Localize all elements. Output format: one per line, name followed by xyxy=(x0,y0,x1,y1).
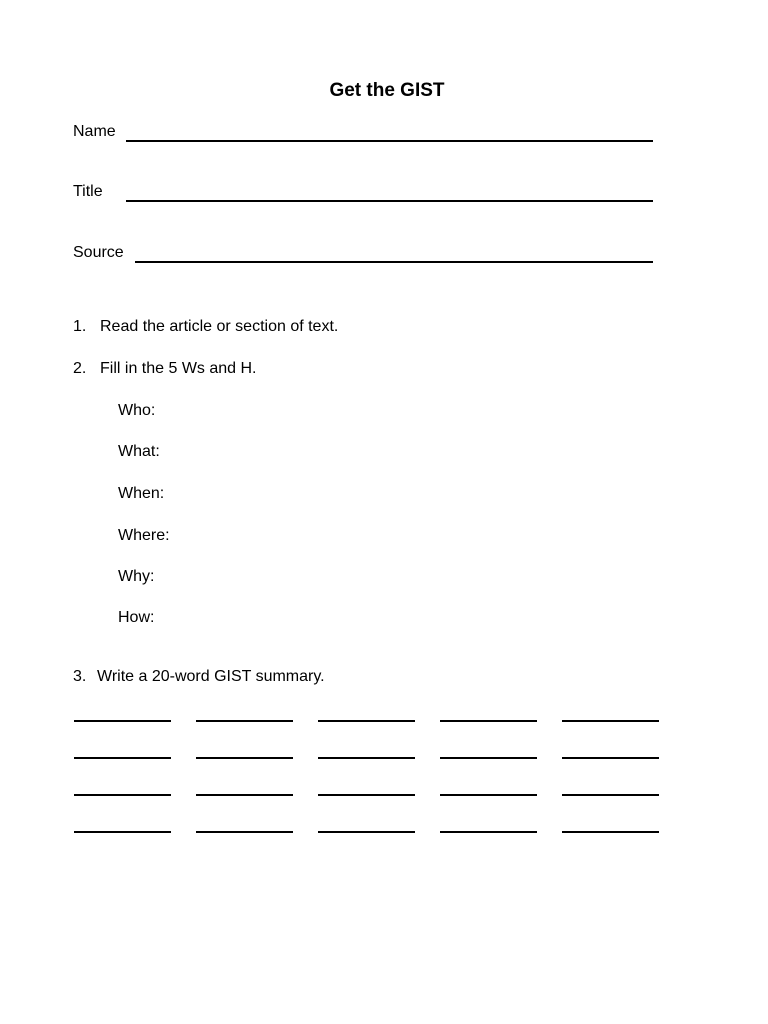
summary-word-blank[interactable] xyxy=(562,794,659,796)
summary-word-blank[interactable] xyxy=(318,831,415,833)
step-1-text: Read the article or section of text. xyxy=(100,318,339,335)
step-2 xyxy=(73,359,257,379)
source-field[interactable] xyxy=(135,261,653,263)
title-field-row xyxy=(73,182,653,204)
step-1 xyxy=(73,317,338,337)
question-what: What: xyxy=(118,443,160,460)
summary-word-blank[interactable] xyxy=(562,831,659,833)
question-how: How: xyxy=(118,609,155,626)
summary-word-blank[interactable] xyxy=(440,720,537,722)
summary-word-blank[interactable] xyxy=(74,757,171,759)
summary-word-blank[interactable] xyxy=(440,831,537,833)
summary-word-blank[interactable] xyxy=(440,794,537,796)
step-2-number: 2. xyxy=(73,360,87,377)
step-2-text: Fill in the 5 Ws and H. xyxy=(100,360,257,377)
question-why: Why: xyxy=(118,568,155,585)
summary-word-blank[interactable] xyxy=(196,720,293,722)
title-field[interactable] xyxy=(126,200,653,202)
summary-word-blank[interactable] xyxy=(196,757,293,759)
question-when: When: xyxy=(118,485,165,502)
source-label: Source xyxy=(73,244,124,261)
summary-word-blank[interactable] xyxy=(196,831,293,833)
summary-word-blank[interactable] xyxy=(318,720,415,722)
summary-word-blank[interactable] xyxy=(562,720,659,722)
summary-word-blank[interactable] xyxy=(74,794,171,796)
step-3-text: Write a 20-word GIST summary. xyxy=(97,668,325,685)
summary-word-blank[interactable] xyxy=(318,757,415,759)
question-where: Where: xyxy=(118,527,170,544)
summary-word-blank[interactable] xyxy=(74,720,171,722)
summary-word-blank[interactable] xyxy=(318,794,415,796)
summary-word-blank[interactable] xyxy=(562,757,659,759)
step-3-number: 3. xyxy=(73,668,87,685)
summary-word-blank[interactable] xyxy=(74,831,171,833)
title-label: Title xyxy=(73,183,103,200)
question-who: Who: xyxy=(118,402,156,419)
step-1-number: 1. xyxy=(73,318,87,335)
name-label: Name xyxy=(73,123,116,140)
name-field-row xyxy=(73,122,653,144)
step-3 xyxy=(73,667,325,687)
name-field[interactable] xyxy=(126,140,653,142)
summary-word-blank[interactable] xyxy=(196,794,293,796)
page-title: Get the GIST xyxy=(329,80,445,101)
summary-word-blank[interactable] xyxy=(440,757,537,759)
source-field-row xyxy=(73,243,653,265)
